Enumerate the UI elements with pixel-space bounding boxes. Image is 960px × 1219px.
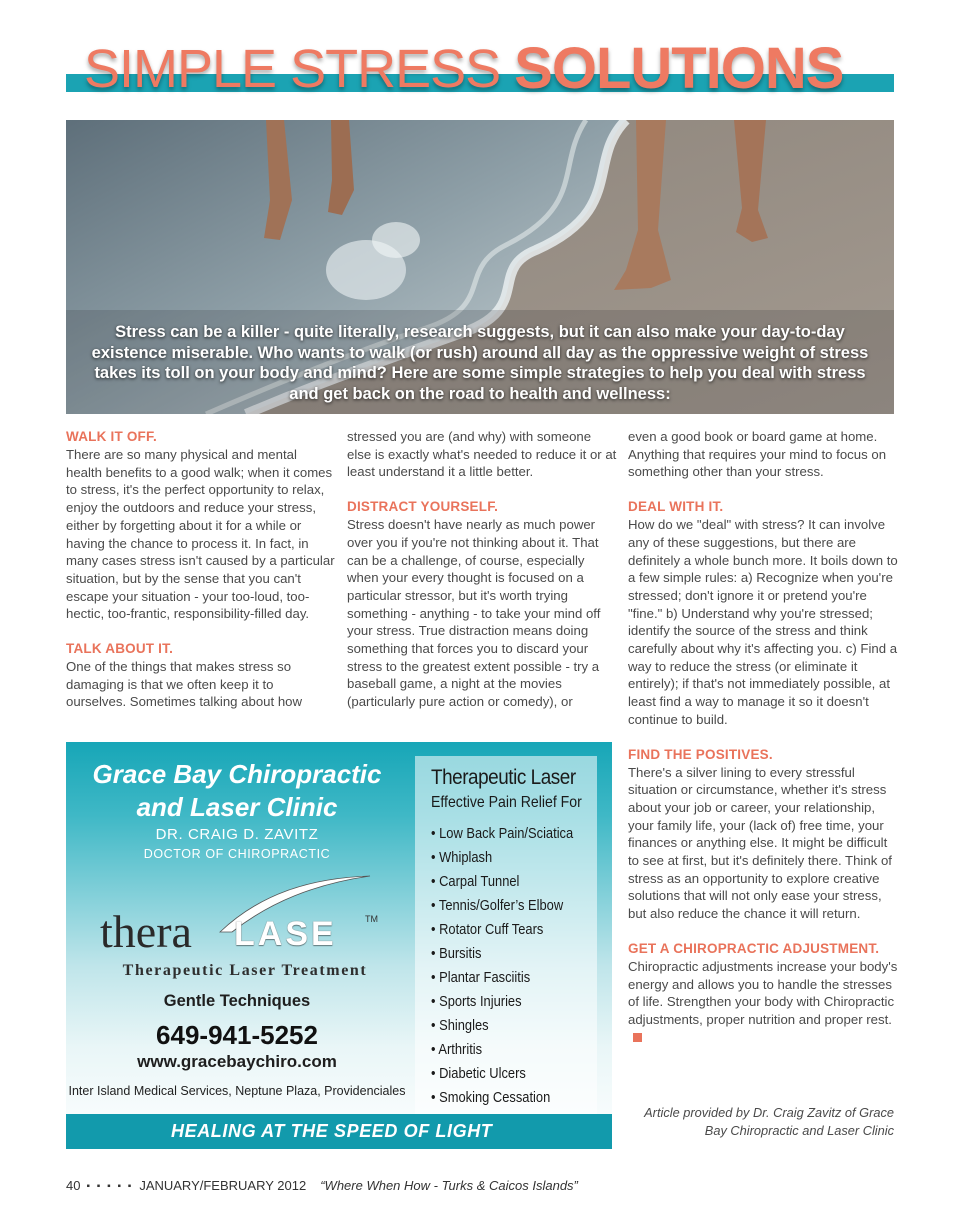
doctor-name: DR. CRAIG D. ZAVITZ: [155, 826, 319, 843]
section-body: There's a silver lining to every stressful situation or circumstance, whether it's stress about your job or career, your relationship, your family life, your (lack of) free time, your finances or anything else. It might be difficult to see at first, but it's definitely there. Think of stress as an opportunity to explore creative solutions that will not only ease your stress, but also reduce the chance it will return.: [628, 764, 892, 922]
page-title: [84, 34, 904, 106]
article-column-1: [66, 428, 336, 711]
section-body-continued: even a good book or board game at home. Anything that requires your mind to focus on something other than your stress.: [628, 429, 887, 480]
condition-item: • Shingles: [431, 1014, 573, 1038]
hero-intro-text: Stress can be a killer - quite literally, research suggests, but it can also make your day-to-day existence miserable. Who wants to walk (or rush) around all day as the oppressive weight of stress takes its toll on your body and mind? Here are some simple strategies to help you deal with stress and get back on the road to health and wellness:: [91, 323, 869, 404]
ad-tagline: HEALING AT THE SPEED OF LIGHT: [171, 1121, 493, 1141]
doctor-title: DOCTOR OF CHIROPRACTIC: [143, 847, 331, 861]
page-number: 40: [66, 1178, 81, 1193]
magazine-name: “Where When How - Turks & Caicos Islands”: [320, 1178, 578, 1193]
section-heading: DEAL WITH IT.: [628, 499, 724, 515]
condition-item: • Low Back Pain/Sciatica: [431, 822, 573, 846]
ad-left-panel: [66, 742, 408, 1114]
title-light: SIMPLE STRESS: [84, 39, 515, 99]
logo-lase-text: LASE: [234, 915, 337, 953]
section-body-text: Chiropractic adjustments increase your body's energy and allows you to handle the stresses of life. Strengthen your body with Chiropractic adjustments, proper nutrition and proper rest.: [628, 958, 898, 1027]
condition-item: • Smoking Cessation: [431, 1086, 573, 1110]
theralase-logo: [100, 874, 390, 984]
condition-item: • Plantar Fasciitis: [431, 966, 573, 990]
section-heading: FIND THE POSITIVES.: [628, 746, 773, 762]
page-footer: [66, 1178, 578, 1193]
condition-item: • Diabetic Ulcers: [431, 1062, 573, 1086]
condition-item: • Whiplash: [431, 846, 573, 870]
section-body: One of the things that makes stress so damaging is that we often keep it to ourselves. Sometimes talking about how: [66, 659, 303, 710]
phone-number: 649-941-5252: [156, 1020, 318, 1050]
gentle-techniques: Gentle Techniques: [163, 992, 311, 1010]
article-column-3: [628, 428, 898, 1046]
end-mark-icon: [633, 1033, 642, 1042]
condition-item: • Carpal Tunnel: [431, 870, 573, 894]
clinic-advertisement: [66, 742, 612, 1149]
section-heading: TALK ABOUT IT.: [66, 641, 174, 657]
logo-trademark: TM: [365, 914, 378, 924]
logo-thera-text: thera: [100, 906, 192, 957]
condition-item: • Rotator Cuff Tears: [431, 918, 573, 942]
section-heading: DISTRACT YOURSELF.: [347, 499, 499, 515]
section-body: There are so many physical and mental health benefits to a good walk; when it comes to stress, it's the perfect opportunity to relax, enjoy the outdoors and reduce your stress, either by forgetting about it for a while or having the chance to process it. In fact, in many cases stress isn't caused by a particular situation, but by the sense that you can't escape your situation - your too-loud, too-hectic, too-frantic, responsibility-filled day.: [66, 447, 335, 622]
conditions-list: [431, 822, 596, 1110]
section-heading: WALK IT OFF.: [66, 429, 157, 444]
section-body-continued: stressed you are (and why) with someone else is exactly what's needed to reduce it or at least understand it a little better.: [347, 429, 617, 480]
section-body: [628, 958, 898, 1047]
issue-date: JANUARY/FEBRUARY 2012: [139, 1178, 307, 1193]
article-column-2: [347, 428, 617, 711]
ad-services-panel: [415, 756, 597, 1116]
condition-item: • Sports Injuries: [431, 990, 573, 1014]
clinic-address: Inter Island Medical Services, Neptune Plaza, Providenciales: [68, 1084, 406, 1098]
section-body: How do we "deal" with stress? It can involve any of these suggestions, but there are definitely a whole bunch more. It boils down to a few simple rules: a) Recognize when you're stressed; don't ignore it or pretend you're "fine." b) Understand why you're stressed; identify the source of the stress and think carefully about why it's affecting you. c) Find a way to reduce the stress (or eliminate it entirely); if that's not immediately possible, at least find a way to manage it so it doesn't continue to build.: [628, 517, 898, 727]
condition-item: • Bursitis: [431, 942, 573, 966]
section-heading: GET A CHIROPRACTIC ADJUSTMENT.: [628, 940, 880, 956]
services-subtitle: Effective Pain Relief For: [431, 794, 582, 811]
condition-item: • Tennis/Golfer’s Elbow: [431, 894, 573, 918]
clinic-name: Grace Bay Chiropractic and Laser Clinic: [92, 759, 382, 822]
section-body: Stress doesn't have nearly as much power over you if you're not thinking about it. That can be a challenge, of course, especially when your every thought is focused on a particular stressor, but it's worth trying something - anything - to take your mind off your stress. True distraction means doing something that forces you to discard your stress to the greatest extent possible - try a baseball game, a night at the movies (particularly pure action or comedy), or: [347, 517, 601, 710]
hero-image: [66, 120, 894, 414]
footer-dots: ▪ ▪ ▪ ▪ ▪: [86, 1181, 134, 1192]
condition-item: • Arthritis: [431, 1038, 573, 1062]
website-link[interactable]: www.gracebaychiro.com: [137, 1052, 337, 1071]
services-title: Therapeutic Laser: [431, 766, 576, 789]
ad-tagline-bar: [66, 1114, 612, 1149]
article-credit: Article provided by Dr. Craig Zavitz of Grace Bay Chiropractic and Laser Clinic: [644, 1105, 894, 1138]
logo-subtitle: Therapeutic Laser Treatment: [122, 962, 368, 979]
title-bold: SOLUTIONS: [514, 36, 844, 101]
